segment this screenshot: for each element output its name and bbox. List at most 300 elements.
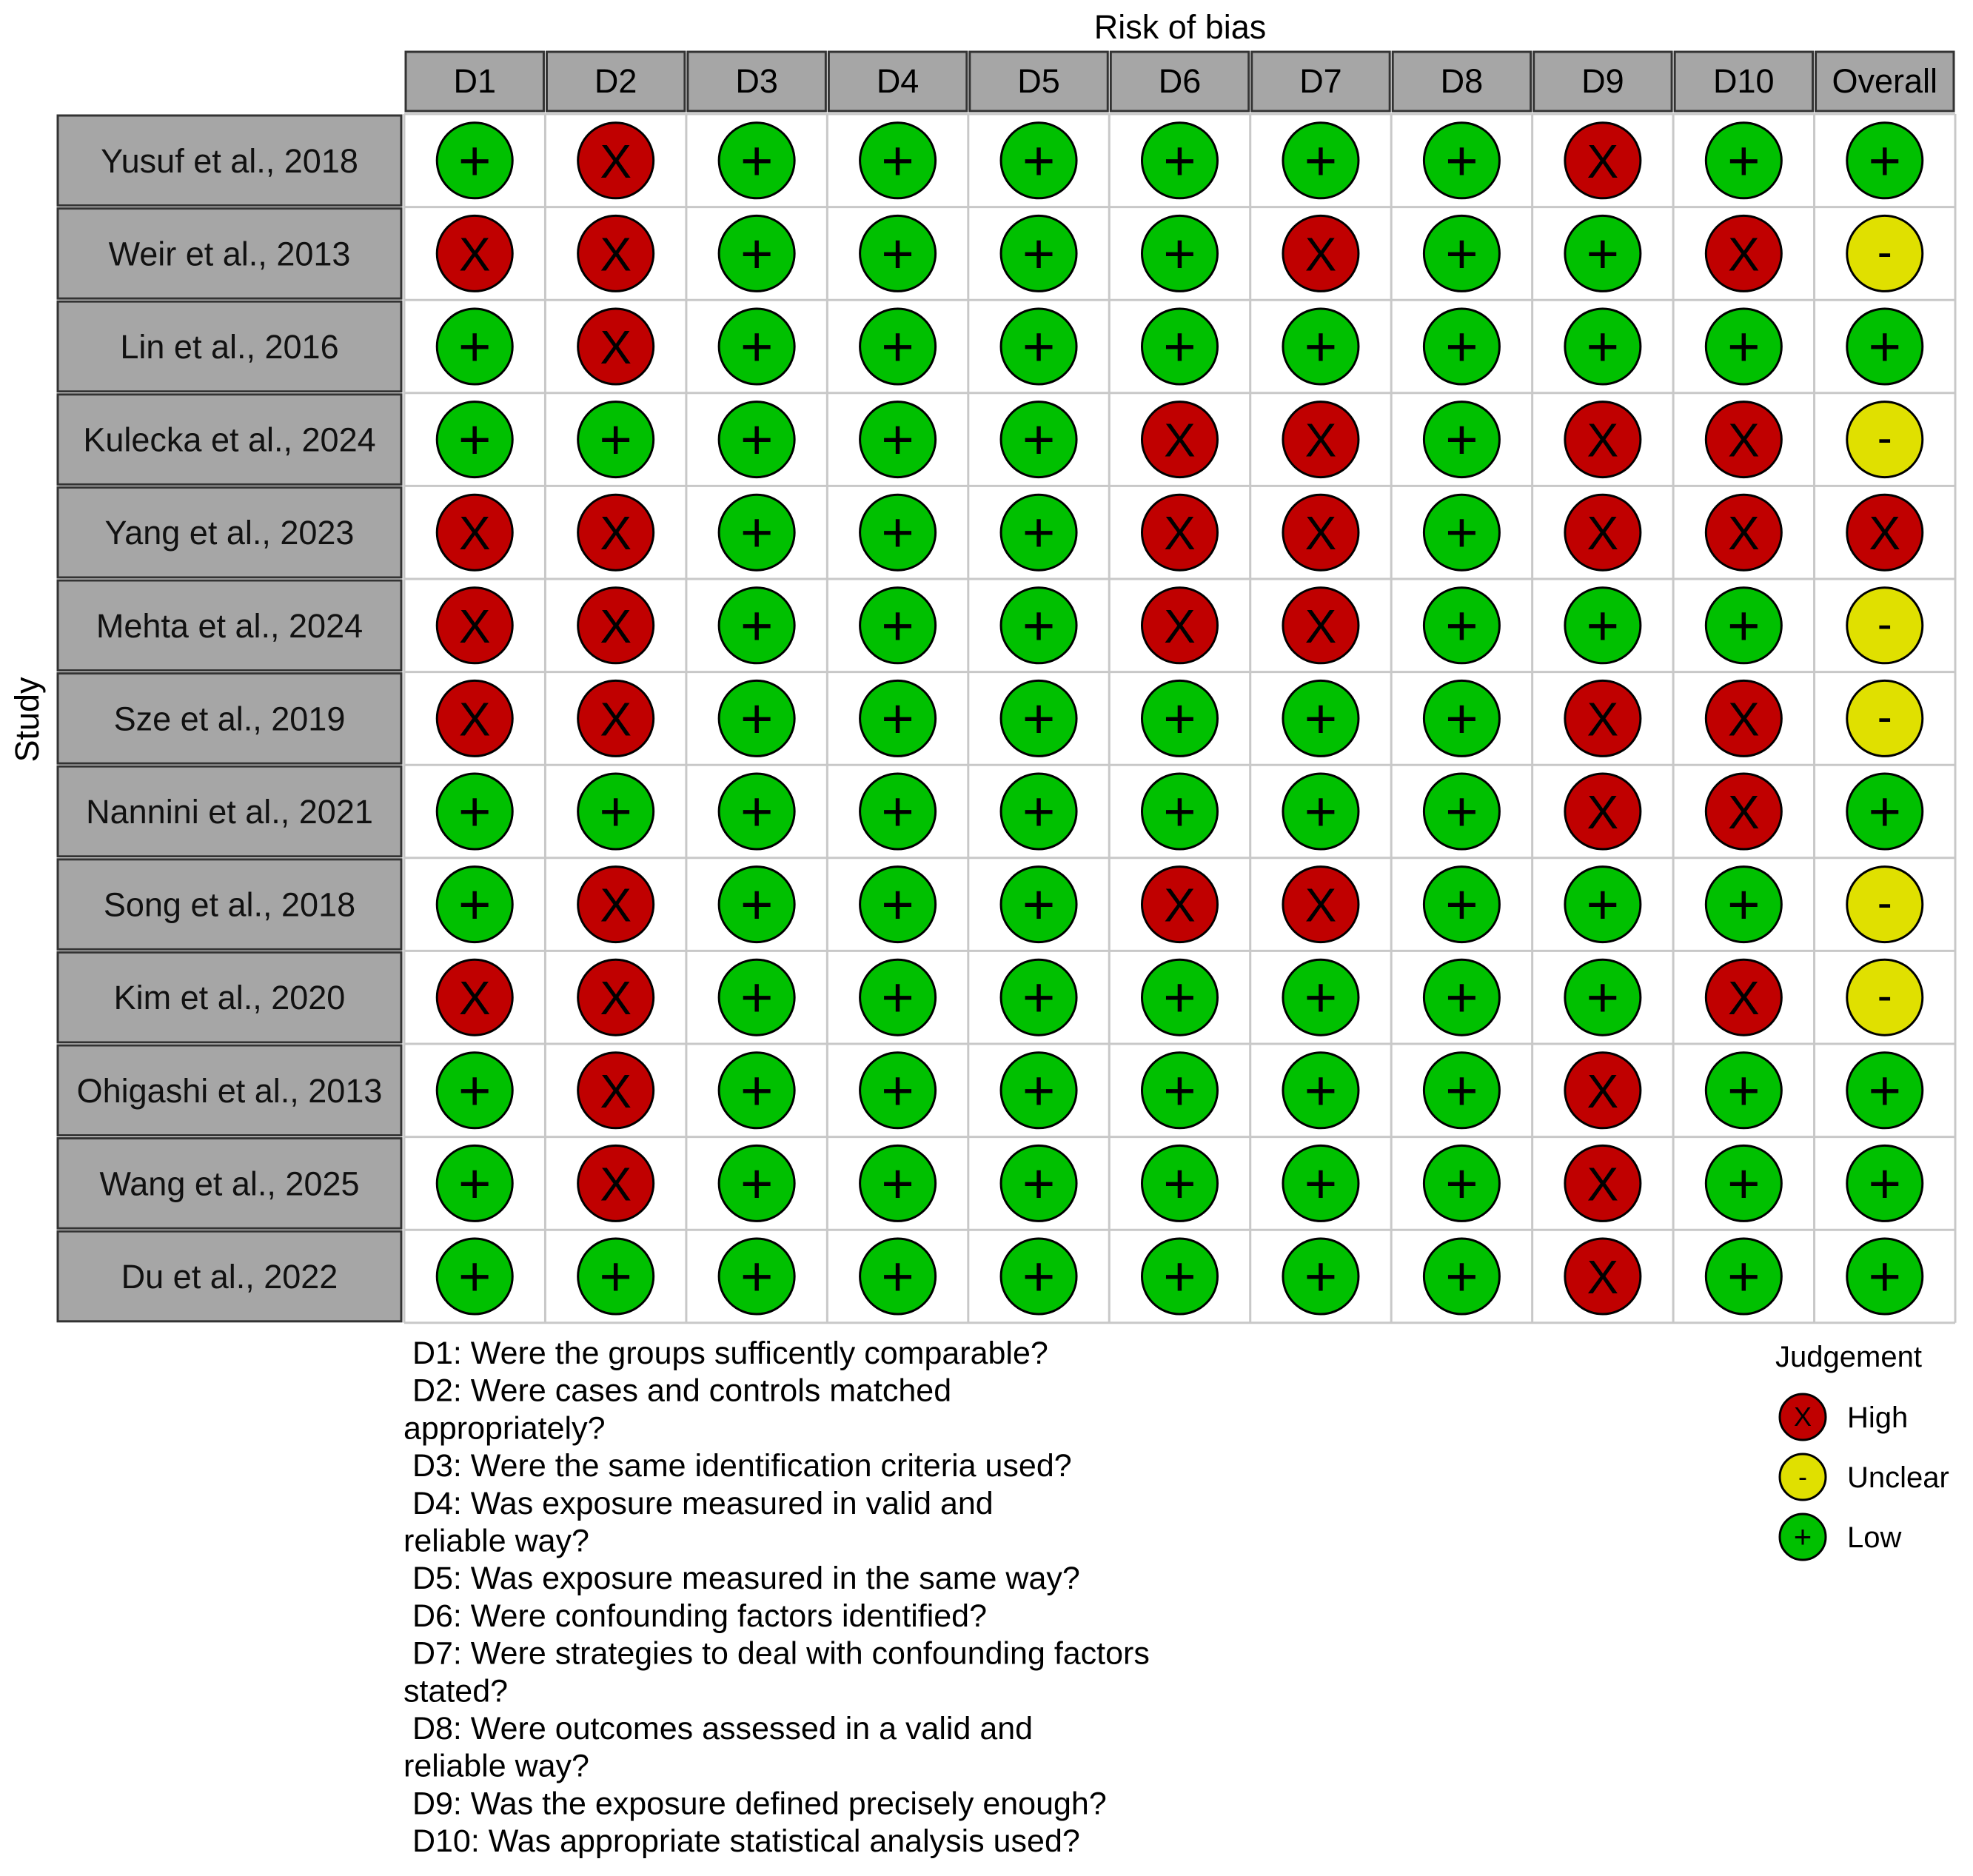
judgement-symbol: + <box>1445 1152 1478 1216</box>
judgement-symbol: + <box>1163 129 1196 192</box>
judgement-symbol: + <box>1022 687 1056 751</box>
judgement-cell-low <box>1283 1239 1359 1314</box>
judgement-cell-low <box>578 1239 654 1314</box>
judgement-symbol: X <box>1587 1250 1619 1304</box>
judgement-symbol: + <box>881 966 914 1030</box>
judgement-symbol: - <box>1877 691 1892 742</box>
judgement-symbol: - <box>1877 971 1892 1021</box>
judgement-cell-low <box>719 680 794 756</box>
judgement-cell-high <box>1565 680 1641 756</box>
judgement-symbol: + <box>1445 501 1478 565</box>
judgement-cell-high <box>1706 402 1781 478</box>
judgement-symbol: + <box>1868 315 1901 378</box>
domain-header-label: D4 <box>876 62 919 100</box>
judgement-cell-low <box>860 123 936 198</box>
judgement-cell-high <box>1565 1145 1641 1221</box>
judgement-cell-low <box>1424 774 1499 849</box>
judgement-cell-low <box>1565 309 1641 384</box>
legend-item <box>1780 1394 1908 1440</box>
domain-description: stated? <box>403 1673 509 1709</box>
domain-description: D3: Were the same identification criteria used? <box>403 1448 1072 1484</box>
judgement-symbol: X <box>1304 413 1337 467</box>
judgement-symbol: + <box>1022 129 1056 192</box>
judgement-symbol: + <box>1022 501 1056 565</box>
judgement-cell-low <box>1847 1145 1923 1221</box>
judgement-symbol: + <box>458 408 492 472</box>
judgement-cell-low <box>860 774 936 849</box>
judgement-symbol: X <box>1727 692 1760 746</box>
judgement-symbol: X <box>1727 506 1760 560</box>
judgement-symbol: + <box>1445 315 1478 378</box>
judgement-symbol: + <box>881 780 914 843</box>
judgement-symbol: + <box>881 408 914 472</box>
judgement-symbol: + <box>740 1245 774 1308</box>
judgement-cell-low <box>1424 1145 1499 1221</box>
judgement-cell-low <box>1706 588 1781 663</box>
judgement-cell-low <box>1424 402 1499 478</box>
judgement-symbol: + <box>1727 315 1761 378</box>
judgement-symbol: + <box>881 315 914 378</box>
judgement-symbol: X <box>1727 413 1760 467</box>
judgement-symbol: + <box>740 129 774 192</box>
judgement-symbol: X <box>1164 506 1196 560</box>
judgement-symbol: + <box>1022 1059 1056 1122</box>
judgement-symbol: + <box>1445 1245 1478 1308</box>
study-label: Yusuf et al., 2018 <box>101 141 358 180</box>
domain-header-label: D8 <box>1440 62 1484 100</box>
domain-header-label: D10 <box>1713 62 1775 100</box>
judgement-cell-low <box>1001 1053 1076 1128</box>
judgement-cell-low <box>1706 1145 1781 1221</box>
judgement-symbol: + <box>1163 315 1196 378</box>
domain-description: D5: Was exposure measured in the same way? <box>403 1561 1080 1597</box>
judgement-symbol: + <box>1586 222 1620 286</box>
judgement-symbol: + <box>1868 780 1901 843</box>
domain-header-label: D2 <box>594 62 637 100</box>
judgement-cell-high <box>1565 402 1641 478</box>
judgement-cell-low <box>437 402 512 478</box>
judgement-cell-high <box>578 1053 654 1128</box>
judgement-cell-high <box>1706 680 1781 756</box>
judgement-symbol: X <box>1587 692 1619 746</box>
judgement-cell-low <box>719 1239 794 1314</box>
judgement-cell-high <box>1142 867 1218 942</box>
judgement-symbol: + <box>1727 1059 1761 1122</box>
judgement-symbol: X <box>1727 971 1760 1025</box>
domain-header-label: Overall <box>1832 62 1938 100</box>
judgement-cell-low <box>1706 1239 1781 1314</box>
judgement-symbol: + <box>1022 408 1056 472</box>
legend-symbol: - <box>1798 1461 1807 1492</box>
judgement-symbol: + <box>740 594 774 657</box>
judgement-cell-high <box>1142 588 1218 663</box>
judgement-symbol: X <box>600 599 632 653</box>
judgement-symbol: + <box>1163 1059 1196 1122</box>
judgement-symbol: + <box>458 1245 492 1308</box>
judgement-symbol: + <box>1445 780 1478 843</box>
judgement-symbol: + <box>1727 594 1761 657</box>
judgement-symbol: X <box>1164 413 1196 467</box>
domain-header-label: D6 <box>1158 62 1202 100</box>
judgement-symbol: + <box>1868 1245 1901 1308</box>
judgement-symbol: + <box>1586 594 1620 657</box>
domain-description: D1: Were the groups sufficently comparable? <box>403 1336 1048 1371</box>
judgement-cell-low <box>1142 774 1218 849</box>
judgement-cell-low <box>1424 680 1499 756</box>
judgement-cell-low <box>1001 774 1076 849</box>
judgement-cell-high <box>437 588 512 663</box>
judgement-symbol: + <box>1022 315 1056 378</box>
judgement-symbol: + <box>1022 1245 1056 1308</box>
judgement-symbol: + <box>1304 129 1338 192</box>
domain-header-label: D7 <box>1299 62 1342 100</box>
judgement-symbol: X <box>1587 506 1619 560</box>
judgement-symbol: + <box>1445 1059 1478 1122</box>
judgement-symbol: + <box>1445 129 1478 192</box>
judgement-cell-high <box>1706 215 1781 291</box>
judgement-cell-low <box>437 1145 512 1221</box>
judgement-symbol: - <box>1877 598 1892 649</box>
legend-symbol: X <box>1793 1401 1812 1432</box>
domain-description: D6: Were confounding factors identified? <box>403 1598 988 1634</box>
judgement-cell-low <box>860 867 936 942</box>
legend-label: Low <box>1847 1521 1902 1554</box>
judgement-symbol: + <box>881 1059 914 1122</box>
judgement-cell-low <box>1847 1053 1923 1128</box>
judgement-symbol: X <box>1304 506 1337 560</box>
study-label: Ohigashi et al., 2013 <box>76 1071 383 1110</box>
judgement-cell-low <box>719 867 794 942</box>
judgement-cell-low <box>1001 495 1076 570</box>
judgement-symbol: + <box>1022 594 1056 657</box>
judgement-symbol: + <box>599 408 632 472</box>
judgement-cell-low <box>1001 309 1076 384</box>
judgement-cell-high <box>1283 588 1359 663</box>
judgement-symbol: X <box>600 1064 632 1118</box>
judgement-symbol: + <box>740 966 774 1030</box>
judgement-symbol: + <box>881 687 914 751</box>
judgement-cell-low <box>1142 959 1218 1035</box>
judgement-symbol: X <box>1164 878 1196 932</box>
judgement-symbol: - <box>1877 412 1892 463</box>
judgement-symbol: X <box>1587 1157 1619 1211</box>
domain-description: D7: Were strategies to deal with confounding factors <box>403 1635 1150 1672</box>
judgement-symbol: + <box>1727 1152 1761 1216</box>
legend-item <box>1780 1454 1949 1500</box>
study-label: Nannini et al., 2021 <box>86 793 373 831</box>
judgement-cell-high <box>1565 1239 1641 1314</box>
domain-description: D10: Was appropriate statistical analysis used? <box>403 1823 1080 1860</box>
judgement-cell-low <box>719 309 794 384</box>
judgement-symbol: X <box>600 971 632 1025</box>
judgement-cell-unclear <box>1847 867 1923 942</box>
judgement-cell-high <box>437 215 512 291</box>
judgement-symbol: + <box>458 1152 492 1216</box>
judgement-cell-low <box>1424 215 1499 291</box>
judgement-cell-low <box>1424 867 1499 942</box>
judgement-cell-high <box>1706 959 1781 1035</box>
judgement-symbol: + <box>1445 873 1478 937</box>
judgement-symbol: + <box>1304 1245 1338 1308</box>
judgement-symbol: + <box>1304 315 1338 378</box>
judgement-cell-high <box>1565 1053 1641 1128</box>
judgement-cell-low <box>1424 959 1499 1035</box>
judgement-symbol: + <box>740 687 774 751</box>
judgement-cell-low <box>1001 867 1076 942</box>
judgement-cell-low <box>1142 215 1218 291</box>
legend-label: Unclear <box>1847 1461 1949 1494</box>
judgement-symbol: X <box>1869 506 1901 560</box>
judgement-symbol: + <box>1163 687 1196 751</box>
judgement-symbol: X <box>1304 878 1337 932</box>
judgement-cell-low <box>1001 959 1076 1035</box>
judgement-cell-high <box>1283 402 1359 478</box>
judgement-symbol: X <box>458 692 491 746</box>
judgement-cell-low <box>1142 309 1218 384</box>
judgement-cell-low <box>1847 1239 1923 1314</box>
judgement-cell-low <box>1424 1053 1499 1128</box>
judgement-symbol: + <box>458 129 492 192</box>
judgement-symbol: + <box>1586 315 1620 378</box>
judgement-symbol: + <box>599 780 632 843</box>
judgement-symbol: + <box>1163 780 1196 843</box>
judgement-cell-low <box>860 309 936 384</box>
study-label: Mehta et al., 2024 <box>96 606 364 645</box>
judgement-cell-high <box>1142 495 1218 570</box>
judgement-cell-low <box>1283 959 1359 1035</box>
judgement-cell-low <box>1142 1145 1218 1221</box>
judgement-symbol: + <box>1727 1245 1761 1308</box>
judgement-symbol: + <box>1586 873 1620 937</box>
judgement-cell-low <box>1847 774 1923 849</box>
judgement-cell-unclear <box>1847 588 1923 663</box>
judgement-symbol: + <box>740 780 774 843</box>
judgement-symbol: + <box>1445 222 1478 286</box>
chart-title: Risk of bias <box>1093 8 1267 46</box>
domain-description: D9: Was the exposure defined precisely enough? <box>403 1786 1107 1822</box>
study-label: Wang et al., 2025 <box>99 1165 360 1203</box>
judgement-cell-low <box>1142 1053 1218 1128</box>
judgement-cell-low <box>1565 867 1641 942</box>
judgement-cell-high <box>578 495 654 570</box>
judgement-cell-low <box>860 959 936 1035</box>
judgement-cell-high <box>437 495 512 570</box>
domain-description: D2: Were cases and controls matched <box>403 1373 952 1409</box>
judgement-symbol: + <box>881 129 914 192</box>
judgement-symbol: X <box>1727 227 1760 281</box>
judgement-cell-low <box>860 495 936 570</box>
judgement-symbol: + <box>1304 1059 1338 1122</box>
judgement-symbol: - <box>1877 877 1892 928</box>
judgement-symbol: + <box>1445 687 1478 751</box>
y-axis-label: Study <box>8 677 46 763</box>
judgement-symbol: X <box>1727 785 1760 839</box>
judgement-cell-low <box>578 402 654 478</box>
judgement-symbol: + <box>458 780 492 843</box>
judgement-symbol: + <box>1586 966 1620 1030</box>
judgement-cell-low <box>1706 867 1781 942</box>
study-label: Du et al., 2022 <box>121 1258 338 1296</box>
judgement-cell-high <box>1283 867 1359 942</box>
judgement-cell-low <box>719 215 794 291</box>
judgement-symbol: + <box>458 315 492 378</box>
judgement-symbol: X <box>1304 227 1337 281</box>
legend-title: Judgement <box>1775 1341 1922 1373</box>
domain-description: appropriately? <box>403 1410 606 1447</box>
legend-item <box>1780 1514 1901 1560</box>
judgement-symbol: X <box>600 692 632 746</box>
judgement-symbol: X <box>1587 413 1619 467</box>
domain-description: reliable way? <box>403 1748 589 1784</box>
judgement-symbol: + <box>881 222 914 286</box>
judgement-cell-high <box>578 867 654 942</box>
judgement-cell-low <box>860 215 936 291</box>
judgement-symbol: + <box>1727 129 1761 192</box>
judgement-cell-unclear <box>1847 402 1923 478</box>
judgement-cell-unclear <box>1847 680 1923 756</box>
judgement-cell-low <box>1283 123 1359 198</box>
study-label: Kulecka et al., 2024 <box>83 421 376 459</box>
domain-description: D4: Was exposure measured in valid and <box>403 1485 994 1521</box>
judgement-cell-low <box>437 867 512 942</box>
judgement-cell-low <box>1847 123 1923 198</box>
judgement-symbol: + <box>1163 222 1196 286</box>
judgement-cell-high <box>578 680 654 756</box>
judgement-symbol: + <box>1022 966 1056 1030</box>
judgement-cell-high <box>1847 495 1923 570</box>
judgement-cell-low <box>578 774 654 849</box>
judgement-symbol: + <box>881 1152 914 1216</box>
domain-header-label: D1 <box>453 62 496 100</box>
judgement-symbol: + <box>740 1152 774 1216</box>
study-label: Weir et al., 2013 <box>108 235 351 273</box>
judgement-cell-high <box>578 959 654 1035</box>
judgement-symbol: + <box>1445 966 1478 1030</box>
judgement-symbol: + <box>1868 1152 1901 1216</box>
judgement-symbol: + <box>1163 966 1196 1030</box>
judgement-symbol: + <box>881 501 914 565</box>
judgement-symbol: + <box>1445 408 1478 472</box>
judgement-cell-low <box>437 123 512 198</box>
judgement-cell-low <box>719 1053 794 1128</box>
domain-header-label: D5 <box>1017 62 1060 100</box>
judgement-cell-high <box>578 309 654 384</box>
domain-header-label: D9 <box>1581 62 1624 100</box>
judgement-cell-low <box>1001 215 1076 291</box>
judgement-cell-low <box>719 402 794 478</box>
study-label: Song et al., 2018 <box>103 885 356 924</box>
judgement-symbol: + <box>1868 1059 1901 1122</box>
judgement-cell-low <box>860 1239 936 1314</box>
legend-label: High <box>1847 1401 1909 1434</box>
judgement-cell-low <box>860 1145 936 1221</box>
judgement-symbol: + <box>1022 780 1056 843</box>
judgement-symbol: X <box>600 134 632 188</box>
judgement-cell-low <box>1283 680 1359 756</box>
judgement-symbol: X <box>1587 785 1619 839</box>
judgement-symbol: X <box>1164 599 1196 653</box>
judgement-cell-low <box>437 1239 512 1314</box>
judgement-cell-low <box>1424 123 1499 198</box>
judgement-symbol: + <box>1304 687 1338 751</box>
study-label: Lin et al., 2016 <box>120 328 339 366</box>
judgement-cell-low <box>437 774 512 849</box>
judgement-symbol: - <box>1877 227 1892 277</box>
judgement-symbol: X <box>1587 134 1619 188</box>
judgement-symbol: + <box>881 873 914 937</box>
judgement-cell-low <box>1424 588 1499 663</box>
judgement-cell-low <box>719 959 794 1035</box>
judgement-cell-low <box>719 495 794 570</box>
judgement-symbol: X <box>600 506 632 560</box>
judgement-cell-high <box>1565 495 1641 570</box>
judgement-symbol: + <box>1163 1152 1196 1216</box>
judgement-symbol: + <box>881 1245 914 1308</box>
judgement-cell-high <box>1283 495 1359 570</box>
judgement-symbol: + <box>1304 966 1338 1030</box>
judgement-cell-high <box>437 959 512 1035</box>
judgement-cell-high <box>578 215 654 291</box>
judgement-cell-low <box>719 1145 794 1221</box>
judgement-symbol: + <box>1304 780 1338 843</box>
judgement-cell-low <box>1565 215 1641 291</box>
judgement-symbol: + <box>740 222 774 286</box>
judgement-cell-low <box>1001 680 1076 756</box>
judgement-cell-high <box>578 1145 654 1221</box>
judgement-cell-low <box>860 402 936 478</box>
judgement-cell-high <box>578 123 654 198</box>
judgement-symbol: + <box>458 1059 492 1122</box>
judgement-symbol: X <box>600 878 632 932</box>
judgement-symbol: X <box>600 227 632 281</box>
judgement-cell-high <box>1565 123 1641 198</box>
judgement-cell-high <box>578 588 654 663</box>
judgement-cell-low <box>1424 495 1499 570</box>
judgement-symbol: X <box>458 227 491 281</box>
judgement-cell-high <box>1283 215 1359 291</box>
judgement-symbol: + <box>458 873 492 937</box>
judgement-cell-low <box>1424 309 1499 384</box>
judgement-cell-low <box>860 1053 936 1128</box>
judgement-cell-low <box>1283 1145 1359 1221</box>
judgement-symbol: + <box>1022 1152 1056 1216</box>
judgement-cell-low <box>1283 309 1359 384</box>
study-label: Sze et al., 2019 <box>113 700 346 738</box>
judgement-symbol: + <box>1163 1245 1196 1308</box>
judgement-symbol: + <box>740 1059 774 1122</box>
domain-description: D8: Were outcomes assessed in a valid and <box>403 1711 1034 1746</box>
judgement-cell-low <box>1001 1239 1076 1314</box>
judgement-cell-high <box>1565 774 1641 849</box>
judgement-symbol: + <box>740 315 774 378</box>
judgement-cell-low <box>1847 309 1923 384</box>
judgement-cell-low <box>1142 1239 1218 1314</box>
domain-header-label: D3 <box>735 62 778 100</box>
judgement-symbol: + <box>740 408 774 472</box>
judgement-symbol: X <box>1587 1064 1619 1118</box>
judgement-symbol: X <box>1304 599 1337 653</box>
judgement-symbol: + <box>740 873 774 937</box>
judgement-cell-low <box>437 309 512 384</box>
judgement-symbol: + <box>740 501 774 565</box>
judgement-cell-low <box>1424 1239 1499 1314</box>
judgement-symbol: + <box>1868 129 1901 192</box>
domain-description: reliable way? <box>403 1523 589 1559</box>
judgement-cell-low <box>1142 680 1218 756</box>
judgement-cell-low <box>1283 1053 1359 1128</box>
judgement-cell-low <box>1001 588 1076 663</box>
judgement-cell-high <box>437 680 512 756</box>
